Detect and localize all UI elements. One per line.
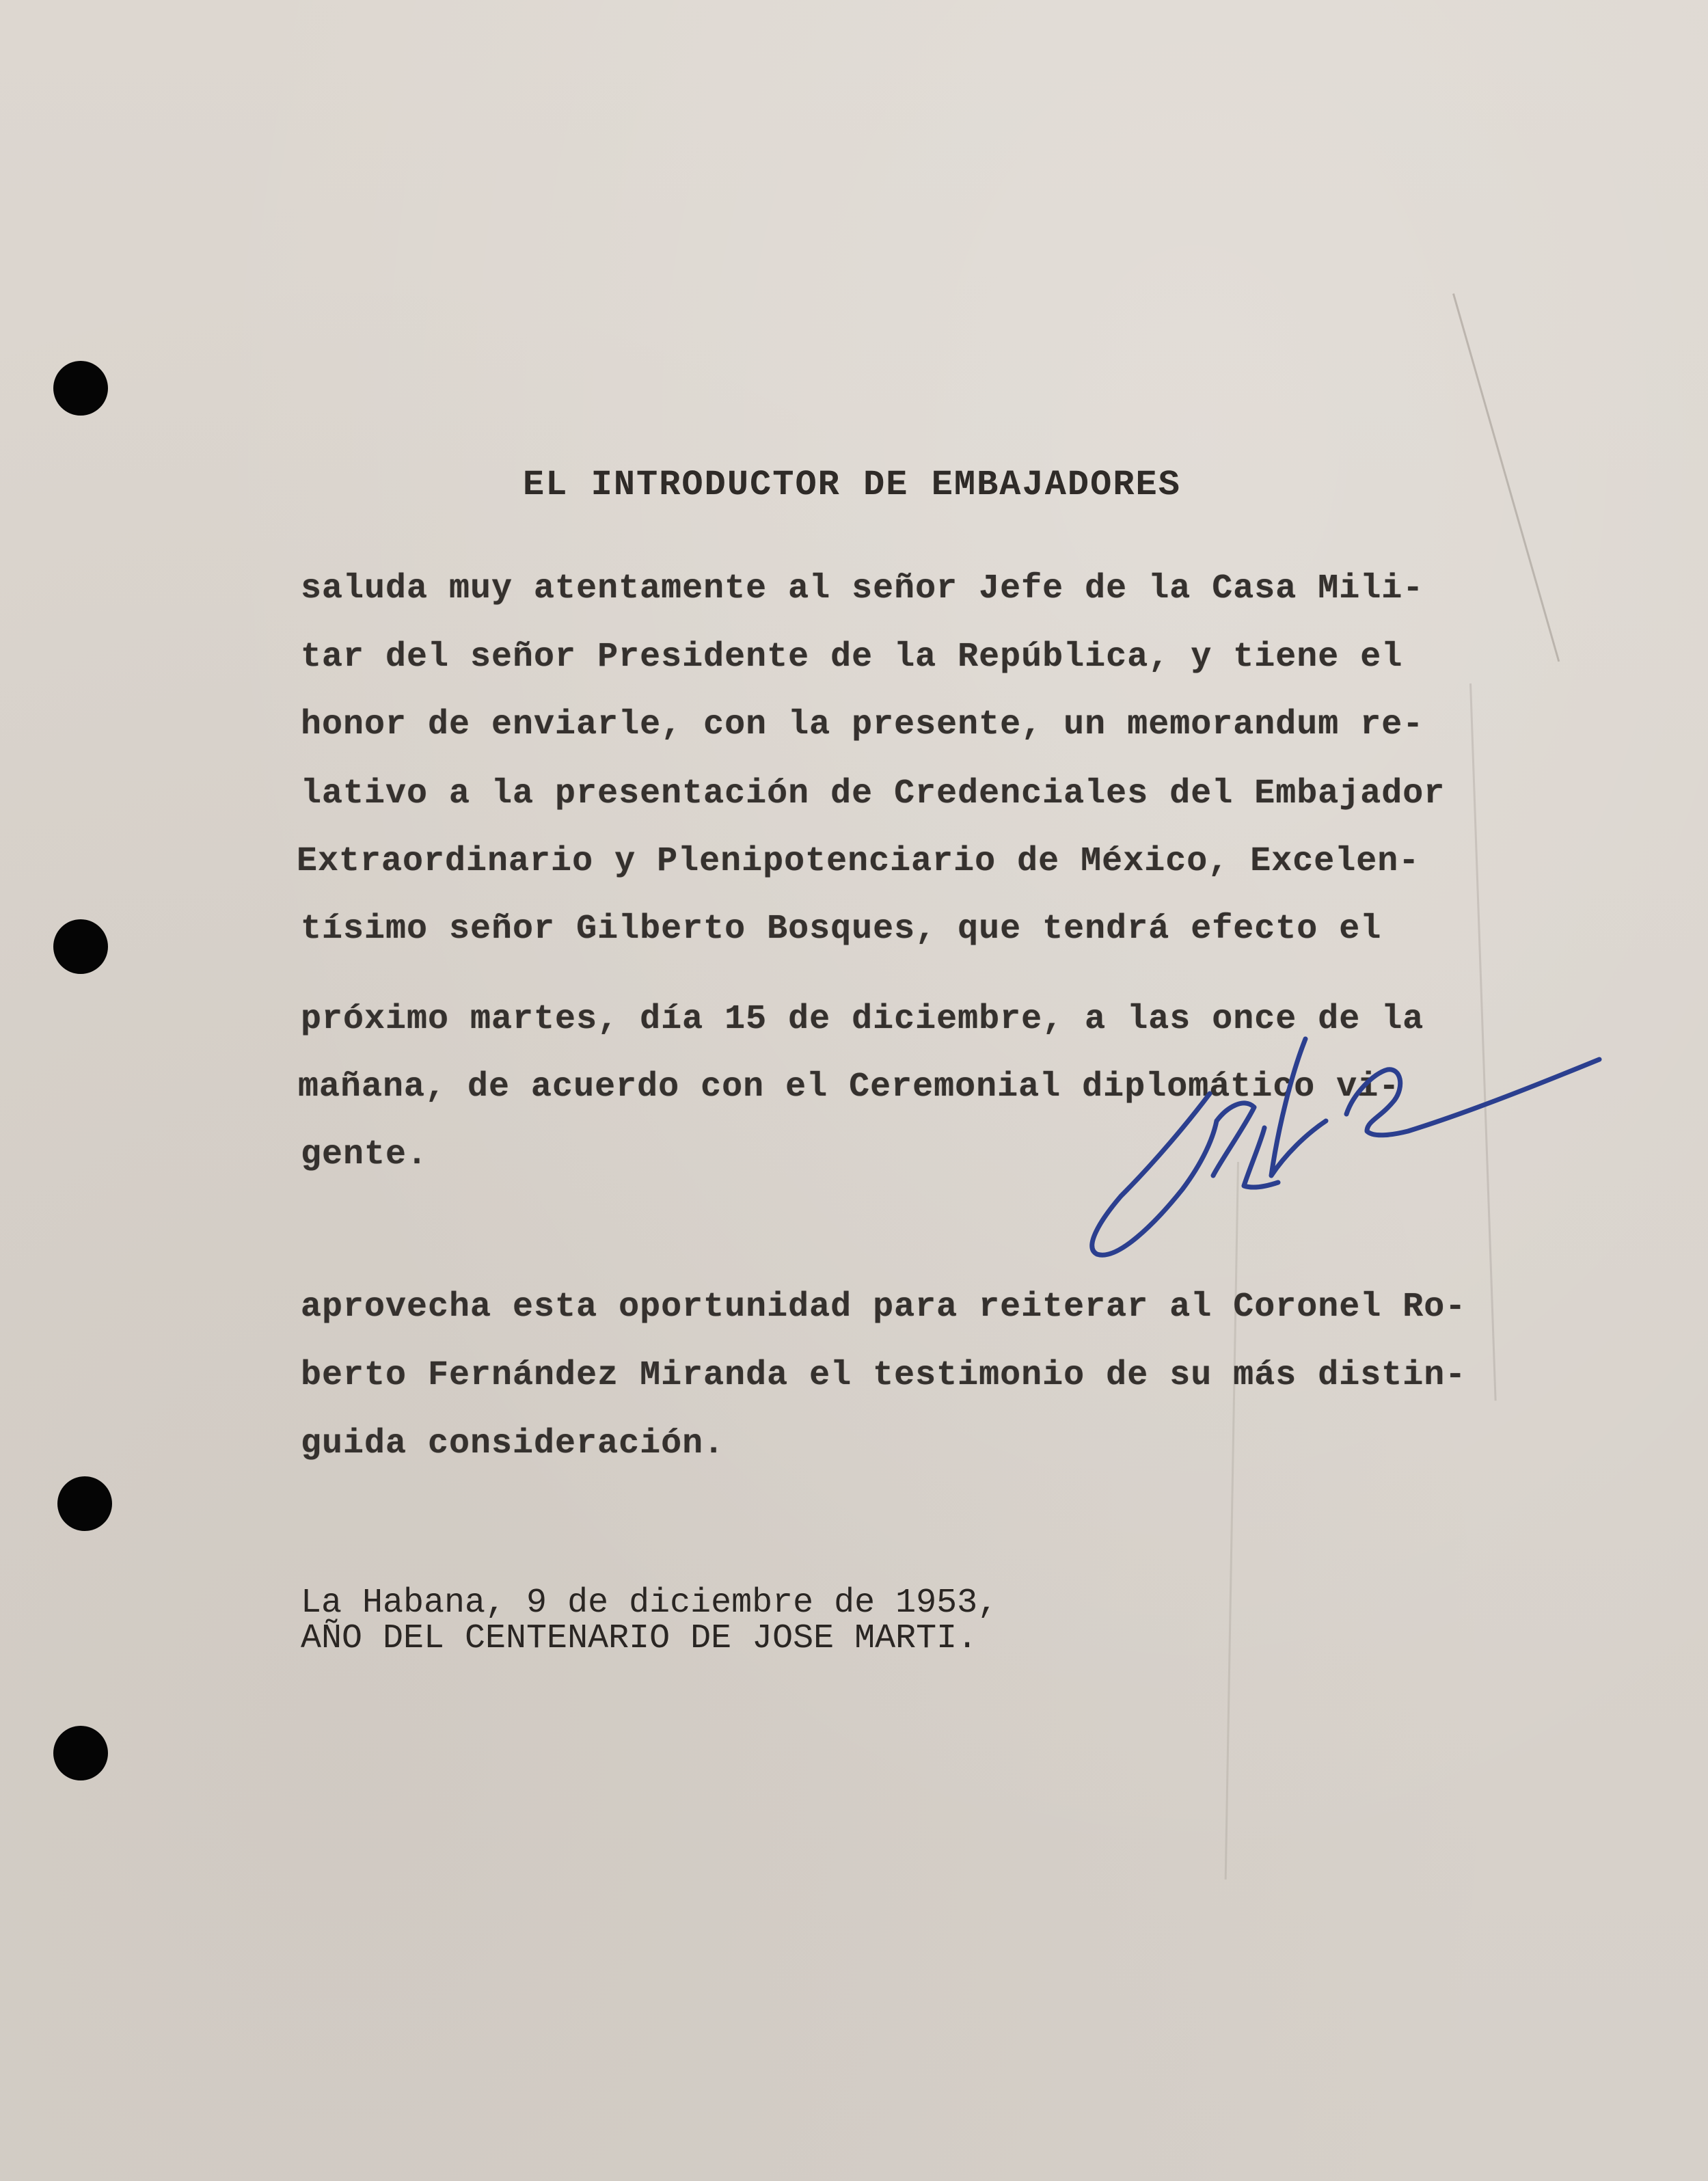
punch-hole-3	[57, 1476, 112, 1531]
paragraph-1-line: mañana, de acuerdo con el Ceremonial diplomático vi-	[298, 1068, 1400, 1107]
paragraph-1-line: próximo martes, día 15 de diciembre, a las once de la	[301, 1000, 1424, 1039]
paragraph-1-line: tísimo señor Gilberto Bosques, que tendrá efecto el	[301, 910, 1382, 949]
document-heading: EL INTRODUCTOR DE EMBAJADORES	[523, 465, 1181, 505]
punch-hole-1	[53, 361, 108, 416]
paragraph-1-line: honor de enviarle, con la presente, un memorandum re-	[301, 705, 1424, 744]
paragraph-1-line: tar del señor Presidente de la República, y tiene el	[301, 638, 1403, 677]
paragraph-1-line: lativo a la presentación de Credenciales del Embajador	[301, 774, 1446, 813]
paper-crease	[1225, 1162, 1239, 1880]
paragraph-2-line: aprovecha esta oportunidad para reiterar al Coronel Ro-	[301, 1288, 1467, 1327]
paragraph-1-line: gente.	[301, 1135, 429, 1174]
handwritten-signature-icon	[1080, 1018, 1654, 1264]
year-line: AÑO DEL CENTENARIO DE JOSE MARTI.	[301, 1619, 978, 1658]
date-line: La Habana, 9 de diciembre de 1953,	[301, 1584, 999, 1623]
paragraph-2-line: berto Fernández Miranda el testimonio de su más distin-	[301, 1356, 1467, 1395]
paragraph-1-line: saluda muy atentamente al señor Jefe de la Casa Mili-	[301, 569, 1424, 608]
punch-hole-2	[53, 919, 108, 974]
paragraph-2-line: guida consideración.	[301, 1424, 725, 1463]
paper-crease	[1452, 293, 1560, 662]
punch-hole-4	[53, 1726, 108, 1780]
paragraph-1-line: Extraordinario y Plenipotenciario de México, Excelen-	[297, 842, 1420, 881]
